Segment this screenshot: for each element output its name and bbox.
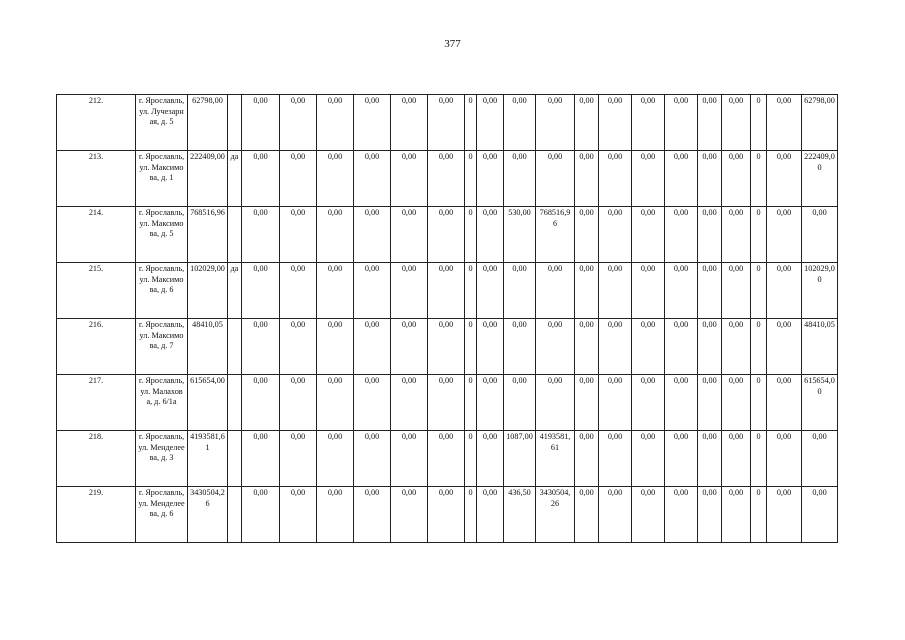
table-row (57, 207, 838, 263)
table-cell: 0,00 (391, 263, 428, 319)
table-cell: 0,00 (354, 431, 391, 487)
table-row (57, 487, 838, 543)
address-cell: г. Ярославль, ул. Лучезарная, д. 5 (136, 95, 188, 151)
table-cell: 0,00 (632, 319, 665, 375)
address-cell: г. Ярославль, ул. Максимова, д. 1 (136, 151, 188, 207)
table-cell: 0,00 (317, 431, 354, 487)
table-cell: 0,00 (575, 151, 599, 207)
table-cell: 0,00 (242, 95, 280, 151)
table-cell: 0,00 (504, 95, 536, 151)
table-cell: 0,00 (575, 319, 599, 375)
table-cell: 0,00 (698, 95, 722, 151)
table-cell: 0,00 (477, 431, 504, 487)
table-cell: 0,00 (354, 375, 391, 431)
table-cell: 0,00 (632, 487, 665, 543)
table-cell: 0,00 (504, 319, 536, 375)
table-cell: 0,00 (767, 319, 802, 375)
table-cell: 0,00 (391, 431, 428, 487)
table-cell: 0 (751, 95, 767, 151)
table-cell: 0,00 (280, 207, 317, 263)
table-cell: 0,00 (722, 431, 751, 487)
row-number-cell: 214. (57, 207, 136, 263)
table-cell: 3430504,26 (536, 487, 575, 543)
table-cell: 0,00 (477, 319, 504, 375)
table-cell: 0,00 (428, 207, 465, 263)
table-cell: 0,00 (575, 207, 599, 263)
table-row (57, 319, 838, 375)
table-cell: 0,00 (477, 487, 504, 543)
table-cell: 0 (751, 431, 767, 487)
table-cell: 530,00 (504, 207, 536, 263)
table-cell: 0,00 (575, 95, 599, 151)
flag-cell (228, 431, 242, 487)
table-cell: 0,00 (428, 319, 465, 375)
table-cell: 0,00 (504, 375, 536, 431)
table-cell: 0,00 (802, 487, 838, 543)
table-cell: 0,00 (317, 487, 354, 543)
row-number-cell: 219. (57, 487, 136, 543)
table-cell: 0,00 (317, 375, 354, 431)
table-cell: 0 (465, 151, 477, 207)
table-cell: 0,00 (391, 375, 428, 431)
table-cell: 0,00 (665, 319, 698, 375)
table-cell: 0,00 (536, 263, 575, 319)
table-cell: 0,00 (354, 95, 391, 151)
table-cell: 0,00 (698, 263, 722, 319)
table-cell: 0,00 (536, 95, 575, 151)
table-cell: 0 (465, 263, 477, 319)
table-cell: 0 (751, 487, 767, 543)
flag-cell: да (228, 151, 242, 207)
total-cost-cell: 222409,00 (188, 151, 228, 207)
table-cell: 0,00 (575, 487, 599, 543)
table-cell: 436,50 (504, 487, 536, 543)
table-cell: 0,00 (632, 151, 665, 207)
table-cell: 0,00 (354, 263, 391, 319)
table-cell: 0,00 (477, 263, 504, 319)
table-cell: 222409,00 (802, 151, 838, 207)
table-cell: 0,00 (477, 375, 504, 431)
table-cell: 0,00 (280, 319, 317, 375)
table-cell: 0,00 (242, 319, 280, 375)
table-cell: 0,00 (632, 207, 665, 263)
table-cell: 0,00 (599, 151, 632, 207)
table-cell: 0,00 (536, 151, 575, 207)
table-cell: 0,00 (242, 263, 280, 319)
table-cell: 0,00 (428, 151, 465, 207)
table-cell: 62798,00 (802, 95, 838, 151)
table-cell: 0,00 (632, 431, 665, 487)
table-cell: 1087,00 (504, 431, 536, 487)
row-number-cell: 215. (57, 263, 136, 319)
table-cell: 0,00 (599, 207, 632, 263)
table-cell: 0,00 (428, 95, 465, 151)
table-cell: 0 (465, 95, 477, 151)
table-cell: 0,00 (599, 95, 632, 151)
table-row (57, 95, 838, 151)
table-cell: 0,00 (698, 375, 722, 431)
table-cell: 0,00 (504, 151, 536, 207)
table-cell: 0,00 (632, 263, 665, 319)
table-cell: 0,00 (391, 487, 428, 543)
flag-cell (228, 95, 242, 151)
table-cell: 0,00 (767, 431, 802, 487)
address-cell: г. Ярославль, ул. Менделеева, д. 6 (136, 487, 188, 543)
total-cost-cell: 768516,96 (188, 207, 228, 263)
table-cell: 0,00 (722, 263, 751, 319)
table-cell: 0 (465, 487, 477, 543)
row-number-cell: 213. (57, 151, 136, 207)
table-cell: 0,00 (665, 375, 698, 431)
table-cell: 0,00 (477, 207, 504, 263)
table-cell: 0,00 (242, 375, 280, 431)
table-cell: 0,00 (280, 375, 317, 431)
table-cell: 0,00 (354, 487, 391, 543)
address-cell: г. Ярославль, ул. Менделеева, д. 3 (136, 431, 188, 487)
table-cell: 48410,05 (802, 319, 838, 375)
table-cell: 0 (751, 207, 767, 263)
table-row (57, 431, 838, 487)
table-cell: 0,00 (665, 263, 698, 319)
flag-cell (228, 207, 242, 263)
row-number-cell: 216. (57, 319, 136, 375)
table-cell: 0,00 (722, 375, 751, 431)
table-cell: 0,00 (802, 207, 838, 263)
table-cell: 0,00 (391, 151, 428, 207)
table-cell: 0,00 (477, 151, 504, 207)
table-cell: 0,00 (242, 431, 280, 487)
table-cell: 0,00 (722, 207, 751, 263)
table-cell: 0,00 (280, 151, 317, 207)
table-cell: 0,00 (698, 431, 722, 487)
table-cell: 0,00 (722, 487, 751, 543)
table-cell: 0,00 (242, 151, 280, 207)
table-cell: 0,00 (722, 151, 751, 207)
table-cell: 768516,96 (536, 207, 575, 263)
address-cell: г. Ярославль, ул. Максимова, д. 5 (136, 207, 188, 263)
table-cell: 0,00 (391, 319, 428, 375)
table-cell: 0 (465, 431, 477, 487)
table-cell: 0,00 (802, 431, 838, 487)
table-cell: 0,00 (575, 375, 599, 431)
table-cell: 0,00 (698, 207, 722, 263)
table-cell: 0,00 (665, 151, 698, 207)
table-cell: 0,00 (599, 319, 632, 375)
table-cell: 0,00 (767, 151, 802, 207)
page-number: 377 (444, 38, 461, 50)
table-cell: 0,00 (280, 263, 317, 319)
table-row (57, 375, 838, 431)
table-cell: 0,00 (599, 431, 632, 487)
table-cell: 0,00 (317, 207, 354, 263)
address-cell: г. Ярославль, ул. Малахова, д. 6/1а (136, 375, 188, 431)
table-cell: 0 (751, 263, 767, 319)
table-cell: 0,00 (632, 375, 665, 431)
table-cell: 0,00 (698, 319, 722, 375)
table-cell: 0,00 (317, 95, 354, 151)
data-table (56, 94, 838, 543)
table-cell: 0,00 (428, 263, 465, 319)
table-row (57, 263, 838, 319)
flag-cell: да (228, 263, 242, 319)
table-cell: 615654,00 (802, 375, 838, 431)
table-cell: 0 (751, 319, 767, 375)
table-cell: 0,00 (767, 375, 802, 431)
table-cell: 0,00 (242, 207, 280, 263)
table-cell: 0,00 (599, 487, 632, 543)
table-cell: 0,00 (665, 95, 698, 151)
address-cell: г. Ярославль, ул. Максимова, д. 7 (136, 319, 188, 375)
table-cell: 0,00 (722, 319, 751, 375)
table-cell: 0 (465, 207, 477, 263)
table-cell: 0,00 (317, 151, 354, 207)
total-cost-cell: 62798,00 (188, 95, 228, 151)
table-cell: 0,00 (665, 487, 698, 543)
table-cell: 0,00 (599, 263, 632, 319)
table-cell: 0,00 (428, 487, 465, 543)
table-cell: 0,00 (665, 207, 698, 263)
total-cost-cell: 102029,00 (188, 263, 228, 319)
table-cell: 0,00 (767, 95, 802, 151)
total-cost-cell: 4193581,61 (188, 431, 228, 487)
address-cell: г. Ярославль, ул. Максимова, д. 6 (136, 263, 188, 319)
flag-cell (228, 375, 242, 431)
row-number-cell: 212. (57, 95, 136, 151)
row-number-cell: 218. (57, 431, 136, 487)
table-cell: 0,00 (536, 375, 575, 431)
table-cell: 0,00 (575, 431, 599, 487)
table-cell: 0 (751, 375, 767, 431)
table-cell: 0,00 (477, 95, 504, 151)
table-cell: 0,00 (599, 375, 632, 431)
table-cell: 0 (751, 151, 767, 207)
table-cell: 0,00 (575, 263, 599, 319)
flag-cell (228, 319, 242, 375)
table-cell: 0,00 (767, 207, 802, 263)
table-cell: 0,00 (317, 263, 354, 319)
total-cost-cell: 3430504,26 (188, 487, 228, 543)
table-cell: 0,00 (632, 95, 665, 151)
table-cell: 0,00 (428, 431, 465, 487)
table-cell: 0,00 (536, 319, 575, 375)
table-cell: 4193581,61 (536, 431, 575, 487)
table-row (57, 151, 838, 207)
table-cell: 102029,00 (802, 263, 838, 319)
table-cell: 0,00 (317, 319, 354, 375)
table-cell: 0,00 (722, 95, 751, 151)
table-cell: 0,00 (391, 207, 428, 263)
table-cell: 0,00 (504, 263, 536, 319)
table-body (57, 95, 838, 543)
table-cell: 0,00 (280, 431, 317, 487)
table-cell: 0,00 (698, 151, 722, 207)
total-cost-cell: 48410,05 (188, 319, 228, 375)
table-cell: 0,00 (354, 151, 391, 207)
total-cost-cell: 615654,00 (188, 375, 228, 431)
table-cell: 0,00 (665, 431, 698, 487)
table-cell: 0,00 (698, 487, 722, 543)
flag-cell (228, 487, 242, 543)
table-cell: 0,00 (428, 375, 465, 431)
table-cell: 0 (465, 375, 477, 431)
table-cell: 0,00 (767, 487, 802, 543)
table-cell: 0,00 (280, 95, 317, 151)
table-cell: 0,00 (767, 263, 802, 319)
table-cell: 0,00 (242, 487, 280, 543)
row-number-cell: 217. (57, 375, 136, 431)
table-cell: 0,00 (354, 207, 391, 263)
table-cell: 0,00 (280, 487, 317, 543)
table-cell: 0,00 (391, 95, 428, 151)
table-cell: 0,00 (354, 319, 391, 375)
table-cell: 0 (465, 319, 477, 375)
